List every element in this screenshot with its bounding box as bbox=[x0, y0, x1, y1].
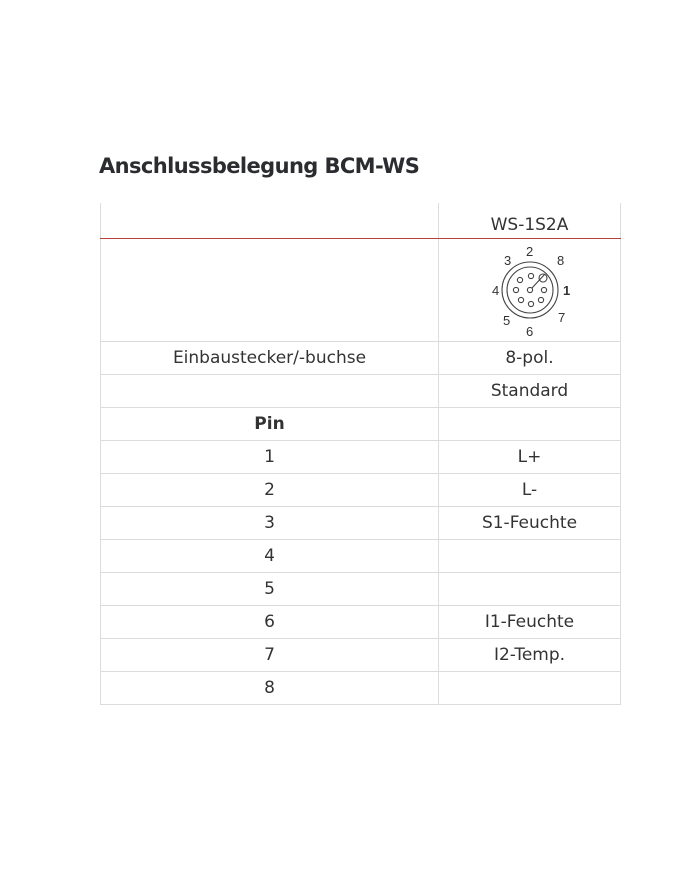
connector-cell bbox=[439, 239, 621, 342]
pin-label-1: 1 bbox=[562, 283, 570, 298]
page-title: Anschlussbelegung BCM-WS bbox=[99, 154, 420, 178]
pin-label-3: 3 bbox=[503, 253, 511, 268]
pin-header-row bbox=[101, 408, 621, 441]
table-row bbox=[101, 672, 621, 705]
table-row bbox=[101, 573, 621, 606]
table-row bbox=[101, 606, 621, 639]
pin-function: I1-Feuchte bbox=[439, 606, 621, 639]
pin-label-8: 8 bbox=[556, 253, 564, 268]
pin-label-5: 5 bbox=[502, 313, 510, 328]
table-row bbox=[101, 639, 621, 672]
table-row bbox=[101, 375, 621, 408]
pin-function: I2-Temp. bbox=[439, 639, 621, 672]
connector-8pin-icon bbox=[485, 242, 575, 338]
connector-row bbox=[101, 239, 621, 342]
table-header-row bbox=[101, 203, 621, 239]
table-row bbox=[101, 441, 621, 474]
row-value: 8-pol. bbox=[439, 342, 621, 375]
pin-function bbox=[439, 540, 621, 573]
pin-number: 8 bbox=[101, 672, 439, 705]
pin-column-header: Pin bbox=[101, 408, 439, 441]
pin-label-7: 7 bbox=[557, 310, 565, 325]
pin-function bbox=[439, 672, 621, 705]
table-header-cell: WS-1S2A bbox=[439, 203, 621, 239]
pin-number: 3 bbox=[101, 507, 439, 540]
pin-function: L+ bbox=[439, 441, 621, 474]
table-header-cell bbox=[101, 203, 439, 239]
table-row bbox=[101, 507, 621, 540]
pin-label-6: 6 bbox=[525, 324, 533, 338]
pin-label-2: 2 bbox=[525, 244, 533, 259]
pin-number: 1 bbox=[101, 441, 439, 474]
pin-number: 7 bbox=[101, 639, 439, 672]
row-label bbox=[101, 375, 439, 408]
table-row bbox=[101, 474, 621, 507]
pin-function: L- bbox=[439, 474, 621, 507]
row-value: Standard bbox=[439, 375, 621, 408]
pin-assignment-table bbox=[100, 203, 621, 705]
table-row bbox=[101, 342, 621, 375]
table-row bbox=[101, 540, 621, 573]
pin-label-4: 4 bbox=[491, 283, 499, 298]
pin-number: 6 bbox=[101, 606, 439, 639]
row-value bbox=[439, 408, 621, 441]
pin-number: 2 bbox=[101, 474, 439, 507]
row-label: Einbaustecker/-buchse bbox=[101, 342, 439, 375]
pin-number: 4 bbox=[101, 540, 439, 573]
pin-function bbox=[439, 573, 621, 606]
pin-number: 5 bbox=[101, 573, 439, 606]
pin-function: S1-Feuchte bbox=[439, 507, 621, 540]
